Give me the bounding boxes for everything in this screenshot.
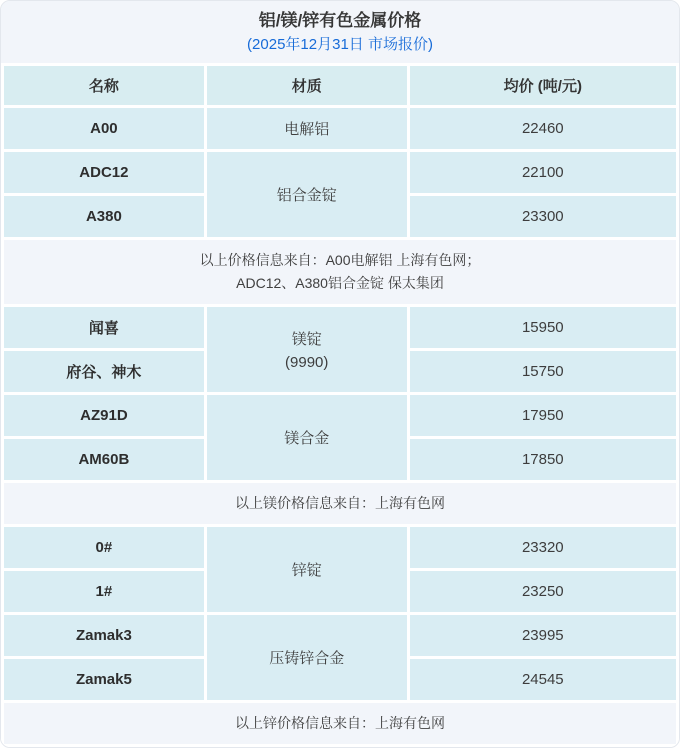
material-cell: 电解铝 — [207, 108, 407, 149]
page-title: 铝/镁/锌有色金属价格 — [258, 11, 422, 30]
note-text-line2: ADC12、A380铝合金锭 保太集团 — [236, 275, 444, 291]
price-cell: 15950 — [410, 307, 676, 348]
price-cell: 15750 — [410, 351, 676, 392]
note-cell: 以上镁价格信息来自：上海有色网 — [4, 483, 676, 524]
name-cell: 1# — [4, 571, 204, 612]
table-row-a00 — [4, 108, 676, 149]
material-cell-merged: 镁合金 — [207, 395, 407, 480]
note-cell — [4, 240, 676, 304]
price-cell: 23320 — [410, 527, 676, 568]
name-cell: 府谷、神木 — [4, 351, 204, 392]
header-row — [4, 66, 676, 105]
column-header-price: 均价 (吨/元) — [410, 66, 676, 105]
name-cell: AZ91D — [4, 395, 204, 436]
price-cell: 17950 — [410, 395, 676, 436]
column-header-name: 名称 — [4, 66, 204, 105]
note-row-magnesium — [4, 483, 676, 524]
note-cell: 以上锌价格信息来自：上海有色网 — [4, 703, 676, 744]
table-row-adc12 — [4, 152, 676, 193]
note-text-line1: 以上价格信息来自：A00电解铝 上海有色网； — [199, 252, 481, 268]
name-cell: Zamak5 — [4, 659, 204, 700]
table-row-wenxi — [4, 307, 676, 348]
note-row-aluminum — [4, 240, 676, 304]
note-row-zinc — [4, 703, 676, 744]
name-cell: Zamak3 — [4, 615, 204, 656]
page-subtitle: (2025年12月31日 市场报价) — [247, 36, 433, 53]
name-cell: AM60B — [4, 439, 204, 480]
material-cell-merged — [207, 307, 407, 392]
name-cell: A00 — [4, 108, 204, 149]
table-row-0hash — [4, 527, 676, 568]
material-cell-merged: 锌锭 — [207, 527, 407, 612]
material-cell-merged: 压铸锌合金 — [207, 615, 407, 700]
name-cell: 闻喜 — [4, 307, 204, 348]
table-row-az91d — [4, 395, 676, 436]
name-cell: A380 — [4, 196, 204, 237]
price-cell: 23300 — [410, 196, 676, 237]
material-line2: (9990) — [285, 354, 329, 371]
price-cell: 17850 — [410, 439, 676, 480]
column-header-material: 材质 — [207, 66, 407, 105]
name-cell: ADC12 — [4, 152, 204, 193]
material-line1: 镁锭 — [291, 331, 322, 348]
name-cell: 0# — [4, 527, 204, 568]
metal-price-table — [1, 63, 679, 747]
price-cell: 23250 — [410, 571, 676, 612]
material-cell-merged: 铝合金锭 — [207, 152, 407, 237]
price-cell: 22460 — [410, 108, 676, 149]
price-cell: 24545 — [410, 659, 676, 700]
title-block — [1, 1, 679, 63]
price-cell: 23995 — [410, 615, 676, 656]
table-row-zamak3 — [4, 615, 676, 656]
price-cell: 22100 — [410, 152, 676, 193]
